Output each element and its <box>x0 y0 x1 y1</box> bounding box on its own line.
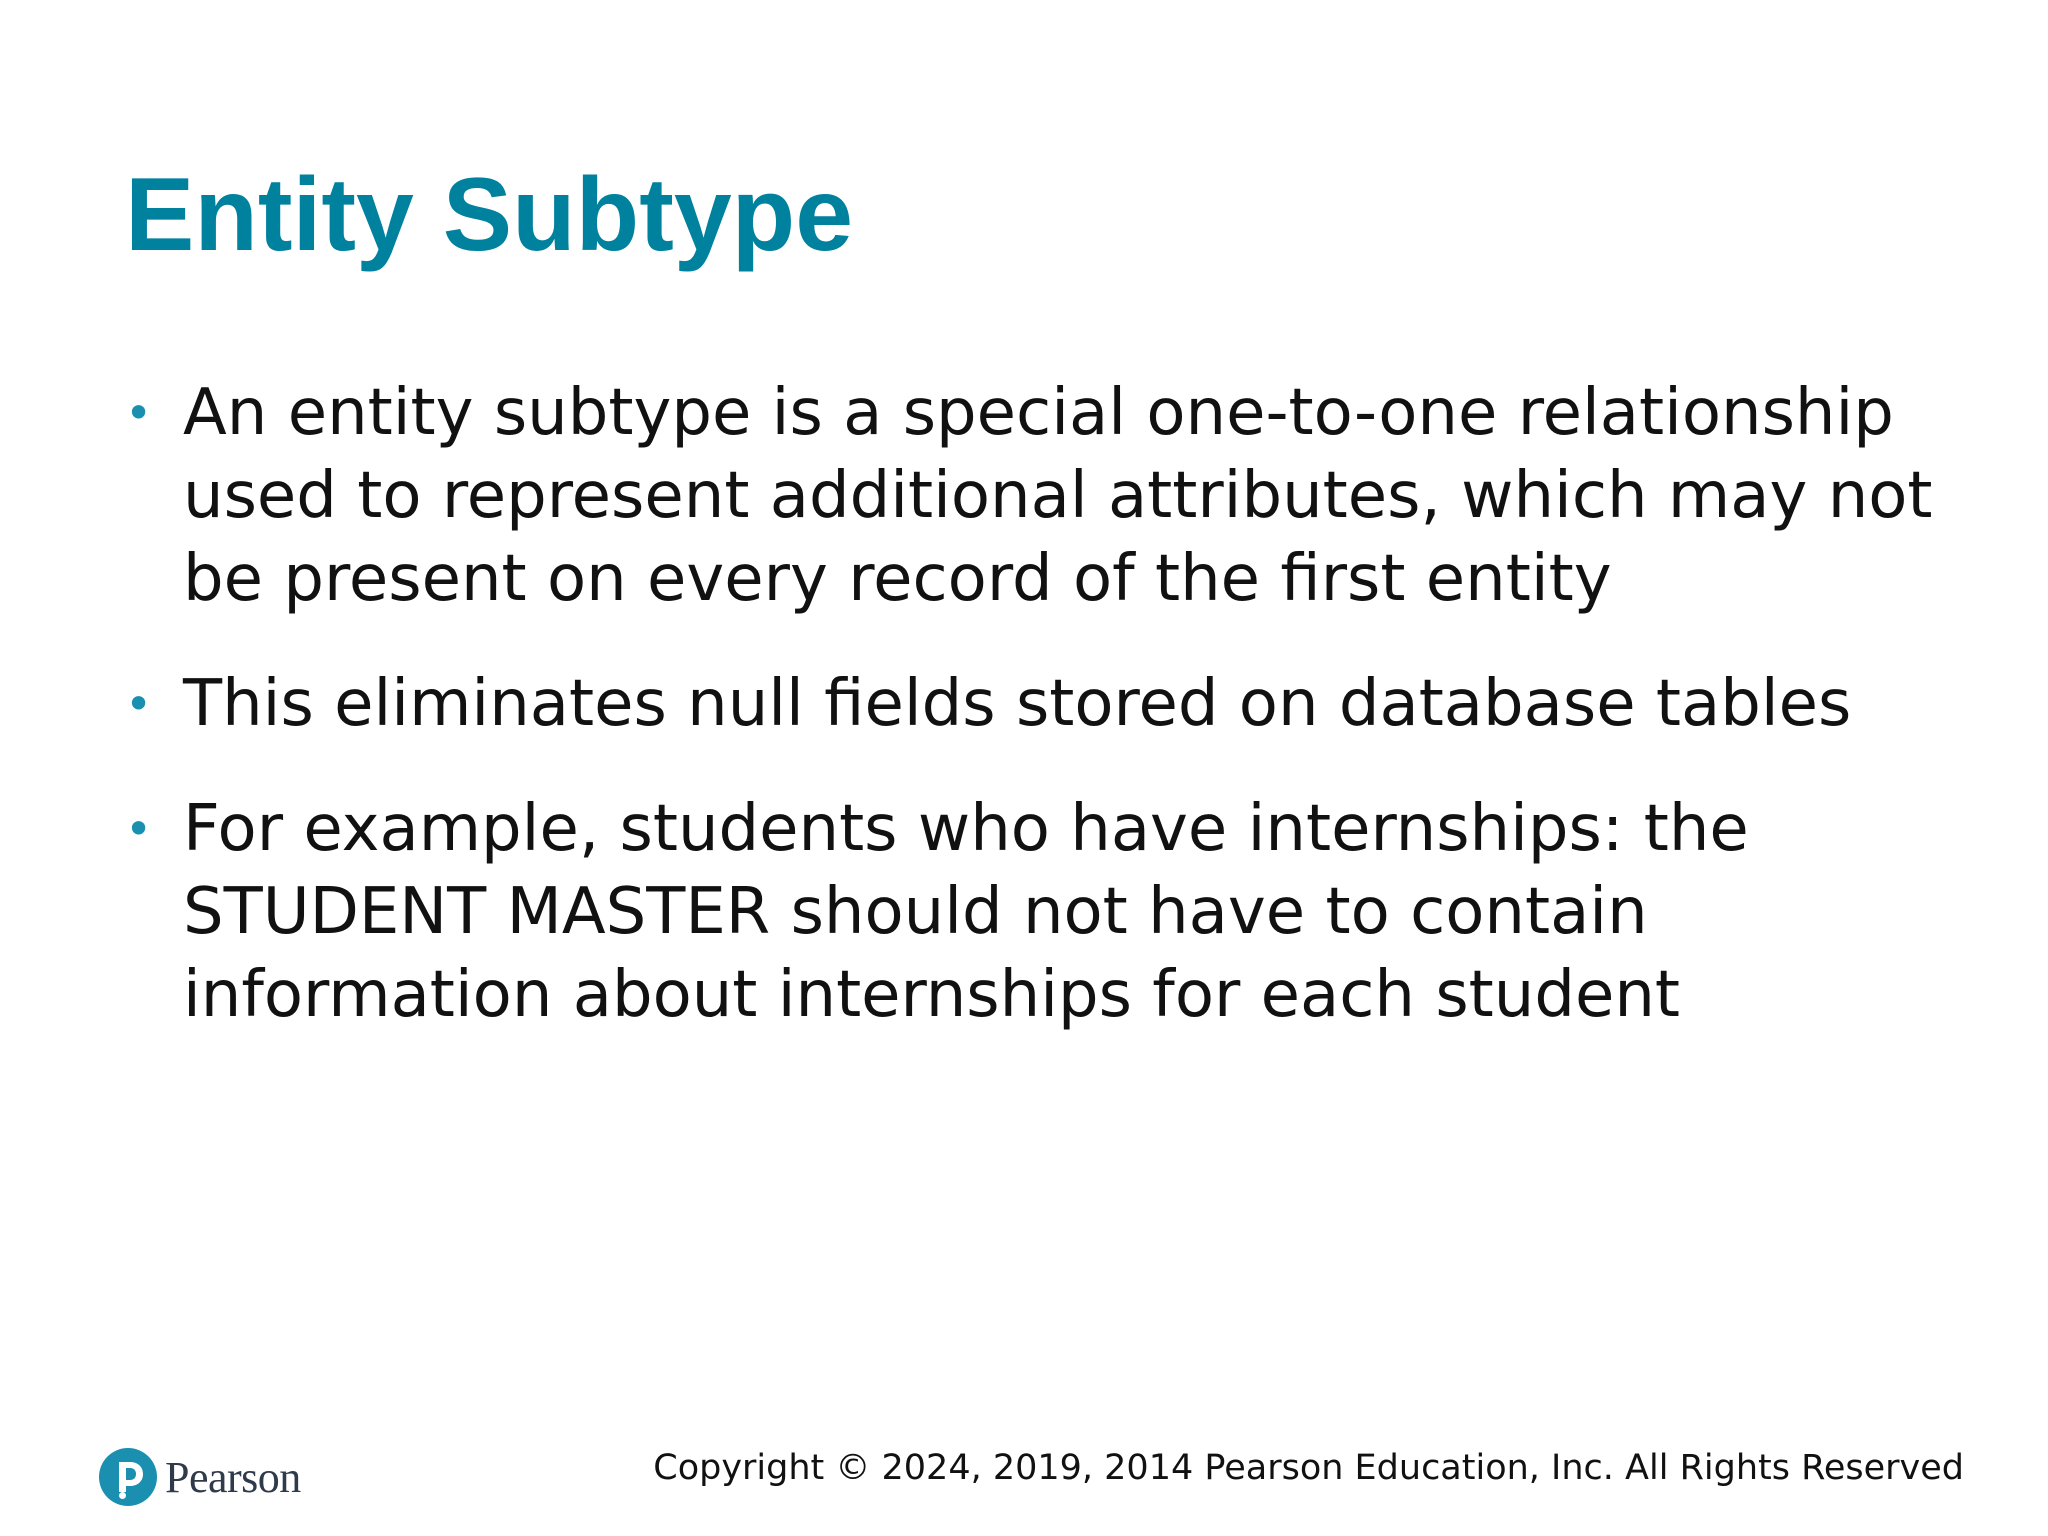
pearson-logo-text: Pearson <box>165 1452 301 1502</box>
pearson-logo <box>99 1444 301 1510</box>
list-item <box>125 372 1985 621</box>
list-item <box>125 663 1985 746</box>
bullet-list <box>125 372 1985 1079</box>
bullet-icon: • <box>125 802 153 856</box>
slide-title: Entity Subtype <box>125 157 854 273</box>
bullet-text: An entity subtype is a special one-to-one relationship used to represent additional attributes, which may not be present on every record of the first entity <box>183 376 1933 616</box>
list-item <box>125 788 1985 1037</box>
copyright-text: Copyright © 2024, 2019, 2014 Pearson Education, Inc. All Rights Reserved <box>653 1448 1964 1488</box>
bullet-icon: • <box>125 677 153 731</box>
bullet-text: For example, students who have internships: the STUDENT MASTER should not have to contain information about internships for each student <box>183 792 1749 1032</box>
pearson-logo-icon <box>99 1448 157 1506</box>
bullet-icon: • <box>125 386 153 440</box>
bullet-text: This eliminates null fields stored on database tables <box>183 667 1852 741</box>
